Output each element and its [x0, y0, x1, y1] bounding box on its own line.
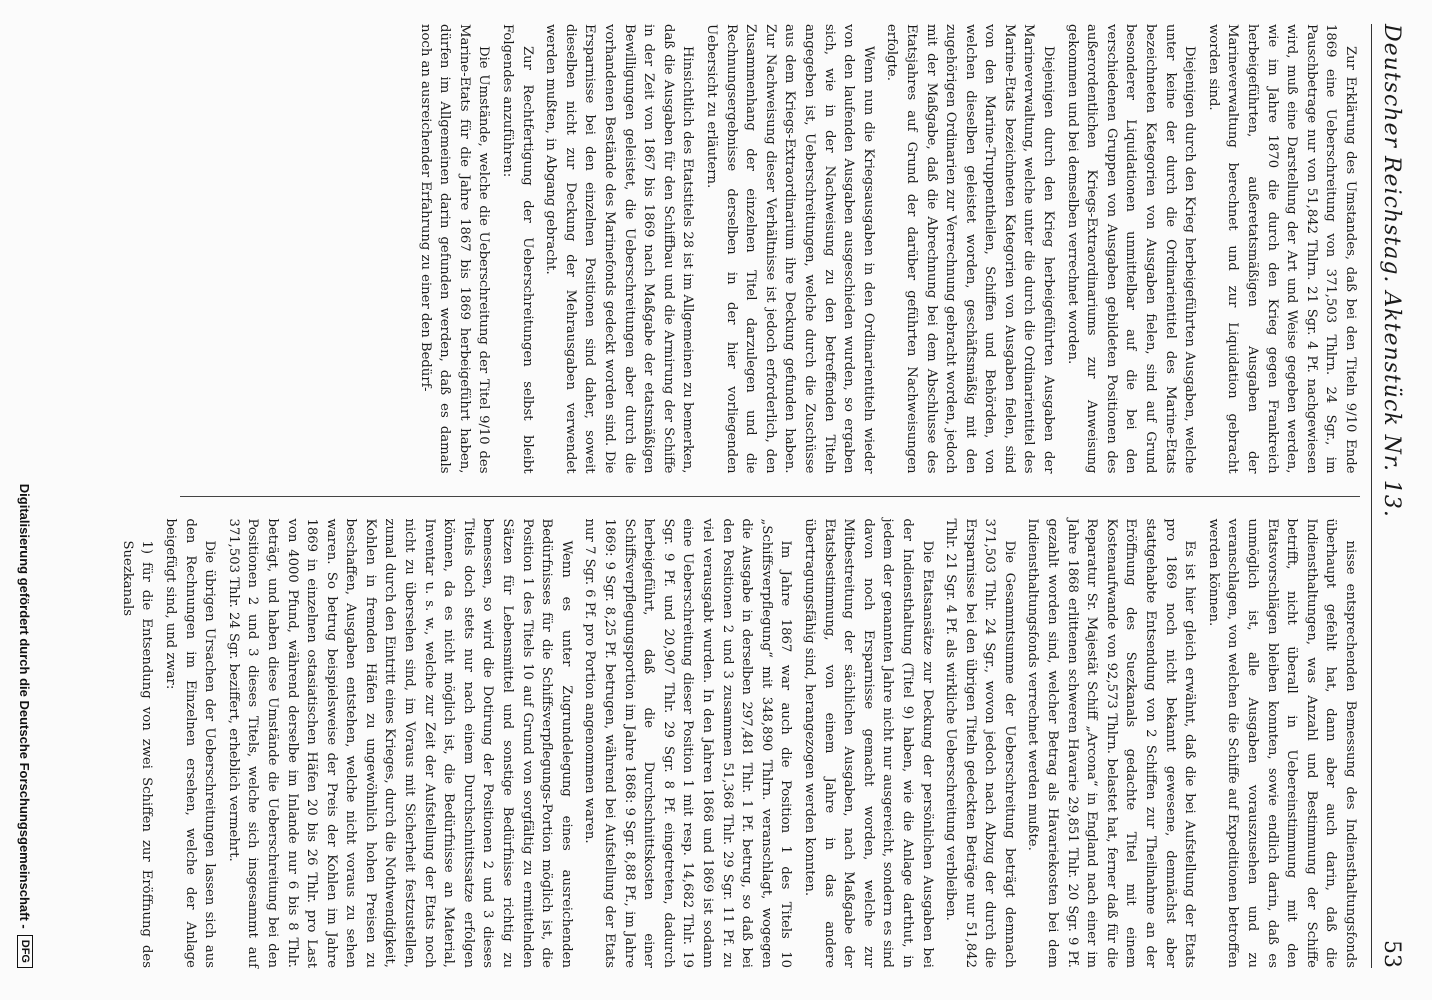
column-divider — [180, 496, 1360, 497]
paragraph: Es ist hier gleich erwähnt, daß die bei Aufstellung der Etats pro 1869 noch nicht bekannt gewesene, demnächst aber stattgehabte Entsendung von 2 Schiffen zur Theilnahme an der Eröffnung des Suezkanals gedachte Titel mit einem Kostenaufwande von 92,573 Thlrn. belastet hat, ferner daß für die Reparatur Sr. Majestät Schiff „Arcona“ in England nach einer im Jahre 1868 erlittenen schweren Havarie 29,851 Thlr. 20 Sgr. 9 Pf. gezahlt worden sind, welcher Betrag als Havariekosten bei dem Indiensthaltungsfonds verrechnet werden mußte. — [1025, 518, 1198, 968]
paragraph: Die Umstände, welche die Ueberschreitung der Titel 9/10 des Marine-Etats für die Jahre 1867 bis 1869 herbeigeführt haben, dürfen im Allgemeinen darin gefunden werden, daß es damals noch an ausreichender Erfahrung zu einer den Bedürf- — [417, 24, 492, 474]
right-column — [119, 518, 1360, 969]
page-number: 53 — [1379, 940, 1405, 968]
paragraph: Die Etatsansätze zur Deckung der persönlichen Ausgaben bei der Indiensthaltung (Titel 9) haben, wie die Anlage darthut, in jedem der genannten Jahre nicht nur ausgereicht, sondern es sind davon noch Ersparnisse gemacht worden, welche zur Mitbestreitung der sächlichen Ausgaben, nach Maßgabe der Etatsbestimmung, von einem Jahre in das andere übertragungsfähig sind, herangezogen werden konnten. — [801, 518, 935, 968]
paragraph: nisse entsprechenden Bemessung des Indiensthaltungsfonds überhaupt gefehlt hat, dann aber auch darin, daß die Indiensthaltungen, was Anzahl und Bestimmung der Schiffe betrifft, nicht überall in Uebereinstimmung mit den Etatsvorschlägen bleiben konnten, sowie endlich darin, daß es unmöglich ist, alle Ausgaben vorauszusehen und zu veranschlagen, von welchen die Schiffe auf Expeditionen betroffen werden können. — [1205, 518, 1358, 968]
page-header — [1371, 24, 1412, 968]
left-column — [180, 24, 1360, 474]
digitization-footer — [14, 24, 36, 968]
digitization-note: Digitalisierung gefördert durch die Deutsche Forschungsgemeinschaft - — [17, 483, 33, 929]
paragraph: Zur Erklärung des Umstandes, daß bei den Titeln 9/10 Ende 1869 eine Ueberschreitung von 371,503 Thlrn. 24 Sgr., im Pauschbetrage nur von 51,842 Thlrn. 21 Sgr. 4 Pf. nachgewiesen wird, muß eine Darstellung der Art und Weise gegeben werden, wie im Jahre 1870 die durch den Krieg gegen Frankreich herbeigeführten, außeretatsmäßigen Ausgaben der Marineverwaltung berechnet und zur Liquidation gebracht worden sind. — [1205, 24, 1358, 474]
paragraph: Wenn es unter Zugrundelegung eines ausreichenden Bedürfnisses für die Schiffsverpflegungs-Portion möglich ist, die Position 1 des Titels 10 auf Grund von sorgfältig zu ermittelnden Sätzen für Lebensmittel und sonstige Bedürfnisse richtig zu bemessen, so wird die Dotirung der Positionen 2 und 3 dieses Titels doch stets nur nach einem Durchschnittssatze erfolgen können, da es nicht möglich ist, die Bedürfnisse an Material, Inventar u. s. w., welche zur Zeit der Aufstellung der Etats noch nicht zu übersehen sind, im Voraus mit Sicherheit festzustellen, zumal durch den Eintritt eines Krieges, durch die Nothwendigkeit, Kohlen in fremden Häfen zu ungewöhnlich hohen Preisen zu beschaffen, Ausgaben entstehen, welche nicht voraus zu sehen waren. So betrug beispielsweise der Preis der Kohlen im Jahre 1869 in einzelnen ostasiatischen Häfen 20 bis 26 Thlr. pro Last von 4000 Pfund, während derselbe im Inlande nur 6 bis 8 Thlr. beträgt, und haben diese Umstände die Ueberschreitung bei den Positionen 2 und 3 dieses Titels, welche sich insgesammt auf 371,503 Thlr. 24 Sgr. beziffert, erheblich vermehrt. — [225, 518, 574, 968]
paragraph: Wenn nun die Kriegsausgaben in den Ordinarientiteln wieder von den laufenden Ausgaben ausgeschieden wurden, so ergaben sich, wie in der Nachweisung zu den betreffenden Titeln angegeben ist, Ueberschreitungen, welche durch die Zuschüsse aus dem Kriegs-Extraordinarium ihre Deckung gefunden haben. Zur Nachweisung dieser Verhältnisse ist jedoch erforderlich, den Zusammenhang der einzelnen Titel darzulegen und die Rechnungsergebnisse derselben in der hier vorliegenden Uebersicht zu erläutern. — [704, 24, 876, 474]
paragraph: Hinsichtlich des Etatstitels 28 ist im Allgemeinen zu bemerken, daß die Ausgaben für den Schiffbau und die Armirung der Schiffe in der Zeit von 1867 bis 1869 nach Maßgabe der etatsmäßigen Bewilligungen geleistet, die Ueberschreitungen aber durch die vorhandenen Bestände des Marinefonds gedeckt worden sind. Die Ersparnisse bei den einzelnen Positionen sind daher, soweit dieselben nicht zur Deckung der Mehrausgaben verwendet werden mußten, in Abgang gebracht. — [543, 24, 696, 474]
paragraph: Zur Rechtfertigung der Ueberschreitungen selbst bleibt Folgendes anzuführen: — [500, 24, 535, 474]
paragraph: Die übrigen Ursachen der Ueberschreitungen lassen sich aus den Rechnungen im Einzelnen ersehen, welche der Anlage beigefügt sind, und zwar: — [162, 518, 218, 968]
paragraph: Diejenigen durch den Krieg herbeigeführten Ausgaben der Marineverwaltung, welche unter die durch die Ordinarientitel des Marine-Etats bezeichneten Kategorien von Ausgaben fielen, sind von den Marine-Truppentheilen, Schiffen und Behörden, von welchen dieselben geleistet worden, geschäftsmäßig mit den zugehörigen Ordinarien zur Verrechnung gebracht worden, jedoch mit der Maßgabe, daß die Abrechnung bei dem Abschlusse des Etatsjahres auf Grund der darüber geführten Nachweisungen erfolgte. — [884, 24, 1057, 474]
paragraph: Diejenigen durch den Krieg herbeigeführten Ausgaben, welche unter keine der durch die Ordinarientitel des Marine-Etats bezeichneten Kategorien von Ausgaben fielen, sind auf Grund besonderer Liquidationen unmittelbar auf die bei den verschiedenen Gruppen von Ausgaben gebildeten Positionen des außerordentlichen Kriegs-Extraordinariums zur Anweisung gekommen und bei demselben verrechnet worden. — [1064, 24, 1198, 474]
paragraph: Im Jahre 1867 war auch die Position 1 des Titels 10 „Schiffsverpflegung“ mit 348,890 Thlrn. veranschlagt, wogegen die Ausgabe in derselben 297,481 Thlr. 1 Pf. betrug, so daß bei den Positionen 2 und 3 zusammen 51,368 Thlr. 29 Sgr. 11 Pf. zu viel verausgabt wurden. In den Jahren 1868 und 1869 ist sodann eine Ueberschreitung dieser Position 1 mit resp. 14,682 Thlr. 19 Sgr. 9 Pf. und 20,907 Thlr. 29 Sgr. 8 Pf. eingetreten, dadurch herbeigeführt, daß die Durchschnittskosten einer Schiffsverpflegungsportion im Jahre 1868: 9 Sgr. 8,88 Pf., im Jahre 1869: 9 Sgr. 8,25 Pf. betrugen, während bei Aufstellung der Etats nur 7 Sgr. 6 Pf. pro Portion angenommen waren. — [582, 518, 794, 968]
paragraph: Die Gesammtsumme der Ueberschreitung beträgt demnach 371,503 Thlr. 24 Sgr., wovon jedoch nach Abzug der durch die Ersparnisse bei den übrigen Titeln gedeckten Beträge nur 51,842 Thlr. 21 Sgr. 4 Pf. als wirkliche Ueberschreitung verbleiben. — [943, 518, 1017, 968]
running-head: Deutscher Reichstag. Aktenstück Nr. 13. — [1379, 24, 1405, 518]
dfg-logo: DFG — [17, 935, 33, 968]
text-columns — [119, 24, 1360, 968]
list-item: 1) für die Entsendung von zwei Schiffen zur Eröffnung des Suezkanals — [119, 540, 155, 968]
